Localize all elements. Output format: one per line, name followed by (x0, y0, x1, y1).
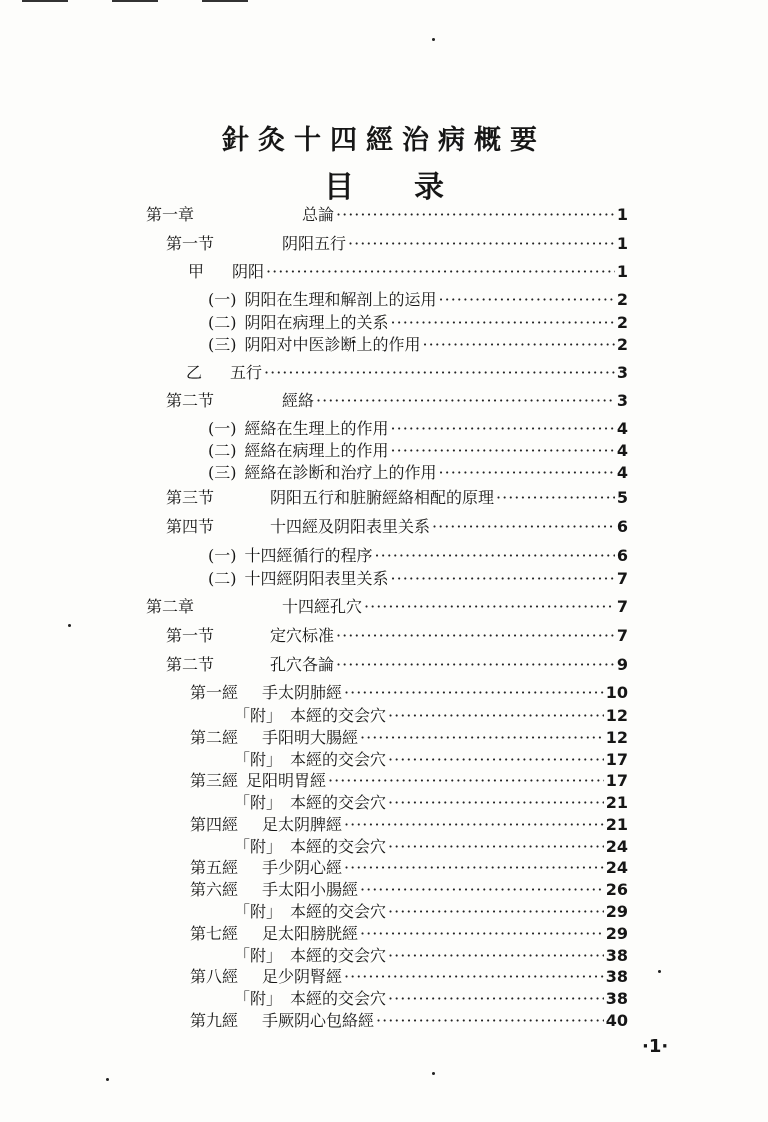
toc-leader-dots (391, 441, 615, 461)
toc-entry-number: 「附」 (234, 793, 283, 812)
toc-entry[interactable] (188, 262, 628, 282)
toc-entry[interactable] (234, 837, 628, 857)
toc-entry[interactable] (208, 290, 628, 310)
toc-entry-title: 足少阴腎經 (262, 967, 343, 986)
book-title: 針灸十四經治病概要 (222, 125, 546, 156)
toc-entry-page: 10 (605, 683, 628, 702)
toc-entry-number: 第三节 (166, 488, 215, 507)
toc-entry-page: 5 (616, 488, 628, 507)
toc-entry-title: 五行 (230, 363, 263, 382)
toc-entry-page: 17 (605, 771, 628, 790)
toc-entry-page: 2 (616, 290, 628, 309)
toc-leader-dots (344, 967, 604, 987)
toc-entry-number: (一) (208, 419, 237, 438)
toc-entry-number: (二) (208, 441, 237, 460)
toc-leader-dots (388, 706, 604, 726)
toc-entry-number: 第二节 (166, 391, 215, 410)
toc-entry-title: 阴阳 (232, 262, 265, 281)
toc-entry-title: 本經的交会穴 (290, 902, 387, 921)
toc-entry-page: 1 (616, 262, 628, 281)
toc-entry-number: 「附」 (234, 989, 283, 1008)
toc-entry-page: 7 (616, 597, 628, 616)
toc-entry[interactable] (234, 706, 628, 726)
toc-entry-number: 乙 (186, 363, 203, 382)
toc-entry-number: (二) (208, 313, 237, 332)
toc-entry-title: 經絡在診断和治疗上的作用 (244, 463, 437, 482)
page-number: ·1· (642, 1036, 669, 1057)
toc-entry-title: 定穴标准 (270, 626, 335, 645)
toc-leader-dots (388, 837, 604, 857)
toc-entry-title: 手太阳小腸經 (262, 880, 359, 899)
toc-entry-title: 手阳明大腸經 (262, 728, 359, 747)
toc-entry-number: 「附」 (234, 946, 283, 965)
toc-entry[interactable] (146, 597, 628, 617)
toc-entry-title: 孔穴各論 (270, 655, 335, 674)
toc-entry-number: 第二經 (190, 728, 239, 747)
toc-leader-dots (496, 488, 615, 508)
toc-leader-dots (439, 463, 615, 483)
toc-entry-page: 21 (605, 815, 628, 834)
toc-entry-page: 3 (616, 363, 628, 382)
toc-entry-page: 17 (605, 750, 628, 769)
toc-entry-title: 总論 (302, 205, 335, 224)
toc-leader-dots (336, 626, 615, 646)
toc-entry-page: 4 (616, 441, 628, 460)
scan-speck (68, 624, 71, 627)
toc-entry-page: 3 (616, 391, 628, 410)
toc-entry-number: (二) (208, 569, 237, 588)
toc-leader-dots (316, 391, 615, 411)
toc-entry[interactable] (190, 771, 628, 791)
toc-entry[interactable] (234, 902, 628, 922)
toc-entry-number: (三) (208, 335, 237, 354)
toc-entry[interactable] (234, 946, 628, 966)
toc-leader-dots (439, 290, 615, 310)
scan-speck (432, 38, 435, 41)
toc-entry[interactable] (190, 683, 628, 703)
toc-entry-page: 40 (605, 1011, 628, 1030)
toc-entry-title: 阴阳在病理上的关系 (244, 313, 389, 332)
toc-entry-title: 本經的交会穴 (290, 793, 387, 812)
scan-speck (106, 1078, 109, 1081)
toc-entry-title: 經絡 (282, 391, 315, 410)
scan-speck (432, 1072, 435, 1075)
toc-entry[interactable] (234, 793, 628, 813)
toc-entry-title: 阴阳在生理和解剖上的运用 (244, 290, 437, 309)
toc-entry-title: 阴阳五行和脏腑經絡相配的原理 (270, 488, 495, 507)
toc-entry[interactable] (166, 391, 628, 411)
toc-leader-dots (388, 793, 604, 813)
toc-entry-page: 29 (605, 902, 628, 921)
toc-entry-title: 足阳明胃經 (246, 771, 327, 790)
toc-entry-number: 「附」 (234, 837, 283, 856)
toc-leader-dots (423, 335, 615, 355)
toc-entry[interactable] (166, 626, 628, 646)
toc-entry-title: 十四經循行的程序 (244, 546, 373, 565)
toc-entry-number: 第三經 (190, 771, 239, 790)
toc-entry-page: 7 (616, 626, 628, 645)
toc-entry-page: 1 (616, 205, 628, 224)
toc-entry-page: 12 (605, 728, 628, 747)
toc-entry[interactable] (166, 517, 628, 537)
toc-leader-dots (376, 1011, 604, 1031)
toc-leader-dots (348, 234, 615, 254)
toc-leader-dots (432, 517, 615, 537)
toc-entry-title: 足太阳膀胱經 (262, 924, 359, 943)
toc-entry-page: 24 (605, 837, 628, 856)
toc-entry-title: 手厥阴心包絡經 (262, 1011, 375, 1030)
toc-entry-page: 26 (605, 880, 628, 899)
toc-entry-title: 十四經及阴阳表里关系 (270, 517, 431, 536)
toc-entry-number: 第二节 (166, 655, 215, 674)
toc-leader-dots (391, 313, 615, 333)
toc-leader-dots (391, 569, 615, 589)
toc-entry-page: 29 (605, 924, 628, 943)
toc-leader-dots (388, 946, 604, 966)
toc-entry-number: 第八經 (190, 967, 239, 986)
toc-entry-title: 本經的交会穴 (290, 706, 387, 725)
toc-entry-title: 本經的交会穴 (290, 989, 387, 1008)
toc-entry-number: 第二章 (146, 597, 195, 616)
toc-heading: 目录 (324, 170, 504, 205)
toc-leader-dots (388, 750, 604, 770)
toc-entry[interactable] (208, 419, 628, 439)
toc-entry-page: 4 (616, 419, 628, 438)
toc-leader-dots (264, 363, 615, 383)
toc-entry[interactable] (190, 728, 628, 748)
toc-entry-number: 甲 (188, 262, 205, 281)
toc-entry-number: 「附」 (234, 706, 283, 725)
toc-entry[interactable] (190, 815, 628, 835)
toc-entry[interactable] (208, 441, 628, 461)
toc-entry-number: 第七經 (190, 924, 239, 943)
toc-leader-dots (344, 683, 604, 703)
toc-leader-dots (388, 989, 604, 1009)
toc-entry[interactable] (186, 363, 628, 383)
toc-entry-page: 38 (605, 946, 628, 965)
toc-entry[interactable] (190, 880, 628, 900)
toc-entry[interactable] (208, 546, 628, 566)
toc-entry[interactable] (208, 463, 628, 483)
toc-leader-dots (375, 546, 615, 566)
toc-entry-title: 手太阴肺經 (262, 683, 343, 702)
toc-entry[interactable] (190, 924, 628, 944)
toc-entry[interactable] (208, 569, 628, 589)
toc-entry-page: 38 (605, 989, 628, 1008)
toc-entry-number: 第六經 (190, 880, 239, 899)
scan-mark (22, 0, 68, 2)
toc-entry-number: (一) (208, 546, 237, 565)
toc-leader-dots (391, 419, 615, 439)
toc-entry-title: 經絡在病理上的作用 (244, 441, 389, 460)
toc-entry-number: 第九經 (190, 1011, 239, 1030)
toc-entry[interactable] (208, 335, 628, 355)
toc-entry-page: 2 (616, 313, 628, 332)
toc-entry-title: 手少阴心經 (262, 858, 343, 877)
toc-leader-dots (360, 924, 604, 944)
toc-entry-title: 阴阳对中医診断上的作用 (244, 335, 421, 354)
toc-leader-dots (266, 262, 615, 282)
toc-leader-dots (364, 597, 615, 617)
toc-entry-page: 1 (616, 234, 628, 253)
toc-entry-number: 第一节 (166, 626, 215, 645)
toc-entry[interactable] (166, 488, 628, 508)
toc-entry[interactable] (166, 655, 628, 675)
scan-speck (658, 970, 661, 973)
toc-entry-number: 第五經 (190, 858, 239, 877)
toc-entry-title: 本經的交会穴 (290, 837, 387, 856)
toc-entry[interactable] (234, 989, 628, 1009)
scan-mark (202, 0, 248, 2)
toc-entry-page: 24 (605, 858, 628, 877)
toc-entry[interactable] (234, 750, 628, 770)
toc-entry-title: 經絡在生理上的作用 (244, 419, 389, 438)
toc-entry-page: 6 (616, 517, 628, 536)
toc-entry[interactable] (166, 234, 628, 254)
scan-mark (112, 0, 158, 2)
toc-entry-page: 9 (616, 655, 628, 674)
toc-entry-number: 第四經 (190, 815, 239, 834)
toc-entry[interactable] (190, 858, 628, 878)
toc-entry-title: 足太阴脾經 (262, 815, 343, 834)
toc-entry-page: 38 (605, 967, 628, 986)
toc-entry-page: 12 (605, 706, 628, 725)
toc-leader-dots (344, 858, 604, 878)
toc-leader-dots (336, 205, 615, 225)
toc-entry-number: (一) (208, 290, 237, 309)
toc-entry-number: 第四节 (166, 517, 215, 536)
toc-entry-page: 21 (605, 793, 628, 812)
toc-entry-number: 第一章 (146, 205, 195, 224)
toc-entry-number: 第一节 (166, 234, 215, 253)
toc-entry-page: 7 (616, 569, 628, 588)
toc-entry-page: 2 (616, 335, 628, 354)
toc-leader-dots (328, 771, 604, 791)
toc-entry-page: 4 (616, 463, 628, 482)
toc-entry-number: 第一經 (190, 683, 239, 702)
toc-entry-page: 6 (616, 546, 628, 565)
toc-entry-title: 本經的交会穴 (290, 750, 387, 769)
toc-entry-title: 十四經阴阳表里关系 (244, 569, 389, 588)
toc-entry-title: 阴阳五行 (282, 234, 347, 253)
toc-entry-number: 「附」 (234, 750, 283, 769)
toc-entry[interactable] (190, 967, 628, 987)
toc-leader-dots (344, 815, 604, 835)
toc-leader-dots (388, 902, 604, 922)
toc-entry-number: (三) (208, 463, 237, 482)
toc-leader-dots (360, 728, 604, 748)
toc-entry-title: 本經的交会穴 (290, 946, 387, 965)
toc-leader-dots (336, 655, 615, 675)
toc-entry-number: 「附」 (234, 902, 283, 921)
toc-entry[interactable] (146, 205, 628, 225)
toc-entry[interactable] (190, 1011, 628, 1031)
toc-entry-title: 十四經孔穴 (282, 597, 363, 616)
toc-leader-dots (360, 880, 604, 900)
toc-entry[interactable] (208, 313, 628, 333)
